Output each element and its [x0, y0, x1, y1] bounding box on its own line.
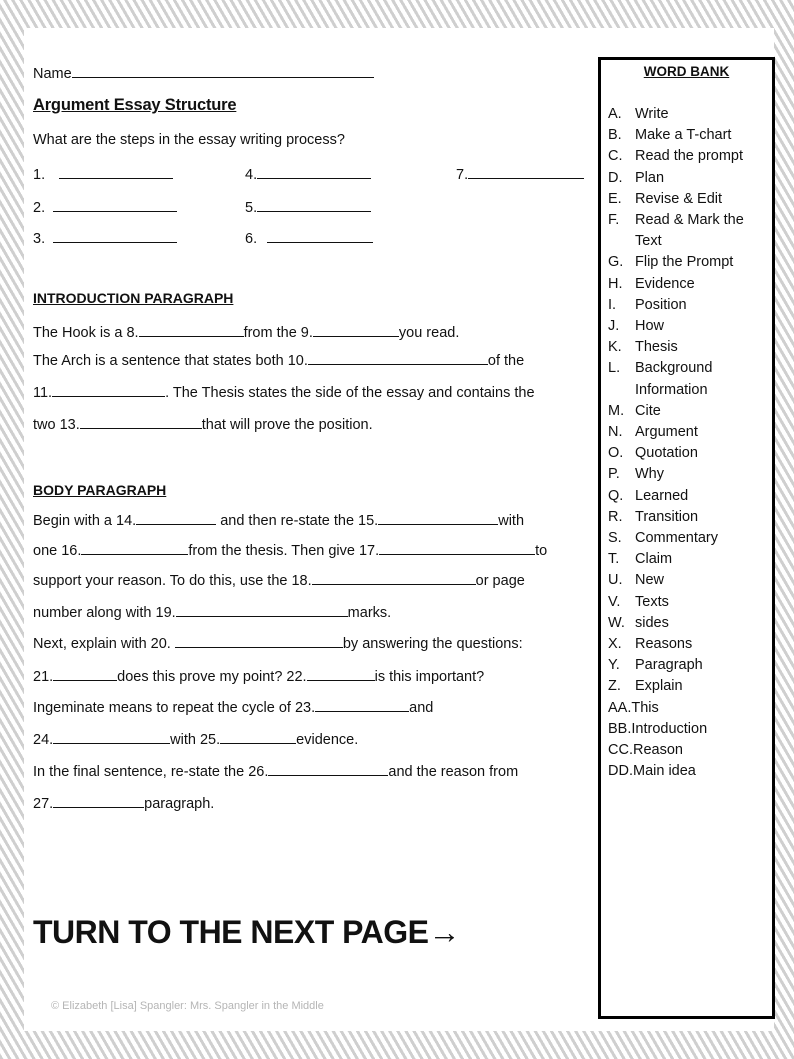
blank-23[interactable] — [315, 697, 409, 712]
name-line — [33, 63, 374, 82]
word-bank-word: Main idea — [632, 763, 696, 780]
word-bank-word: Plan — [635, 169, 665, 186]
word-bank-letter: K. — [608, 339, 622, 356]
word-bank-word: Evidence — [635, 275, 695, 292]
word-bank-word: Quotation — [635, 445, 698, 462]
step-blank[interactable] — [267, 228, 373, 243]
word-bank-word: Read & Mark the Text — [635, 212, 744, 250]
step-item: 4. — [245, 164, 371, 183]
intro-line-1: The Hook is a 8. from the 9. you read. — [33, 322, 459, 341]
word-bank-letter: S. — [608, 530, 622, 547]
body-line-2: one 16. from the thesis. Then give 17. to — [33, 540, 547, 559]
body-line-9: In the final sentence, re-state the 26. and the reason from — [33, 761, 518, 780]
word-bank-item — [608, 401, 773, 422]
word-bank-letter: I. — [608, 296, 617, 313]
word-bank-word: Paragraph — [635, 657, 703, 674]
word-bank-letter: N. — [608, 424, 623, 441]
word-bank-letter: T. — [608, 551, 620, 568]
word-bank-word: Introduction — [631, 720, 708, 737]
word-bank-word: Learned — [635, 487, 689, 504]
word-bank-word: sides — [635, 614, 669, 631]
word-bank-title: WORD BANK — [643, 64, 730, 79]
body-line-5: Next, explain with 20. by answering the questions: — [33, 633, 523, 652]
word-bank-word: Argument — [635, 424, 698, 441]
word-bank-letter: DD. — [608, 763, 633, 780]
word-bank-item — [608, 358, 773, 400]
blank-16[interactable] — [81, 540, 188, 555]
word-bank-word: This — [631, 699, 659, 716]
word-bank-item — [608, 740, 773, 761]
word-bank-word: Explain — [635, 678, 683, 695]
body-line-7: Ingeminate means to repeat the cycle of 23. and — [33, 697, 433, 716]
word-bank-word: Reasons — [635, 636, 693, 653]
step-blank[interactable] — [468, 164, 584, 179]
step-blank[interactable] — [53, 228, 177, 243]
intro-line-3: 11. . The Thesis states the side of the essay and contains the — [33, 382, 535, 401]
step-blank[interactable] — [257, 164, 371, 179]
body-line-1: Begin with a 14. and then re-state the 15. with — [33, 510, 524, 529]
worksheet-title: Argument Essay Structure — [33, 96, 237, 114]
blank-24[interactable] — [53, 729, 170, 744]
word-bank-letter: CC. — [608, 742, 633, 759]
word-bank-word: Why — [635, 466, 664, 483]
word-bank-item — [608, 146, 773, 167]
blank-25[interactable] — [220, 729, 296, 744]
word-bank-letter: V. — [608, 593, 621, 610]
step-blank[interactable] — [53, 197, 177, 212]
word-bank-item — [608, 274, 773, 295]
word-bank-item — [608, 613, 773, 634]
word-bank-item — [608, 549, 773, 570]
word-bank-letter: Y. — [608, 657, 620, 674]
intro-line-2: The Arch is a sentence that states both 10. of the — [33, 350, 524, 369]
word-bank-letter: W. — [608, 614, 625, 631]
word-bank-letter: AA. — [608, 699, 632, 716]
step-item: 7. — [456, 164, 584, 183]
word-bank-item — [608, 316, 773, 337]
word-bank-letter: M. — [608, 402, 625, 419]
word-bank-letter: G. — [608, 254, 624, 271]
word-bank-item — [608, 295, 773, 316]
step-blank[interactable] — [59, 164, 173, 179]
word-bank-word: Cite — [635, 402, 661, 419]
blank-9[interactable] — [313, 322, 399, 337]
word-bank-letter: D. — [608, 169, 623, 186]
word-bank-item — [608, 125, 773, 146]
word-bank-item — [608, 422, 773, 443]
body-line-4: number along with 19. marks. — [33, 602, 391, 621]
blank-11[interactable] — [52, 382, 165, 397]
right-arrow-icon: → — [428, 914, 460, 950]
word-bank-list — [608, 104, 773, 783]
word-bank-letter: A. — [608, 106, 622, 122]
word-bank-word: Reason — [632, 742, 683, 759]
word-bank-word: Texts — [635, 593, 669, 610]
word-bank-item — [608, 634, 773, 655]
step-item: 3. — [33, 228, 177, 247]
word-bank-word: Flip the Prompt — [635, 254, 734, 271]
name-label: Name — [33, 66, 72, 82]
word-bank-item — [608, 676, 773, 697]
word-bank-word: New — [635, 572, 665, 589]
word-bank-item — [608, 486, 773, 507]
blank-22[interactable] — [307, 666, 375, 681]
word-bank-item — [608, 210, 773, 252]
word-bank-item — [608, 464, 773, 485]
blank-17[interactable] — [379, 540, 535, 555]
blank-8[interactable] — [139, 322, 244, 337]
body-line-3: support your reason. To do this, use the 18. or page — [33, 570, 525, 589]
step-item: 5. — [245, 197, 371, 216]
blank-14[interactable] — [136, 510, 216, 525]
word-bank-letter: U. — [608, 572, 623, 589]
word-bank-word: Read the prompt — [635, 148, 744, 165]
step-item: 6. — [245, 228, 373, 247]
body-line-10: 27. paragraph. — [33, 793, 214, 812]
copyright-footer: © Elizabeth [Lisa] Spangler: Mrs. Spangler in the Middle — [51, 1000, 324, 1012]
steps-question: What are the steps in the essay writing process? — [33, 132, 345, 148]
word-bank-item — [608, 337, 773, 358]
word-bank-word: How — [635, 318, 665, 335]
word-bank-word: Write — [635, 106, 669, 122]
word-bank-letter: H. — [608, 275, 623, 292]
word-bank-letter: E. — [608, 190, 622, 207]
word-bank-item — [608, 698, 773, 719]
word-bank-letter: Z. — [608, 678, 621, 695]
word-bank-word: Position — [635, 296, 687, 313]
turn-page-instruction: TURN TO THE NEXT PAGE→ — [33, 914, 460, 950]
word-bank-item — [608, 592, 773, 613]
word-bank-item — [608, 761, 773, 782]
step-item: 1. — [33, 164, 173, 183]
blank-10[interactable] — [308, 350, 488, 365]
word-bank-item — [608, 168, 773, 189]
word-bank-letter: B. — [608, 127, 622, 144]
blank-15[interactable] — [378, 510, 498, 525]
word-bank-word: Background Information — [635, 360, 713, 398]
word-bank-item — [608, 528, 773, 549]
word-bank-letter: L. — [608, 360, 621, 377]
blank-18[interactable] — [312, 570, 476, 585]
word-bank-letter: P. — [608, 466, 620, 483]
blank-13[interactable] — [80, 414, 202, 429]
body-line-8: 24. with 25. evidence. — [33, 729, 358, 748]
word-bank-word: Revise & Edit — [635, 190, 723, 207]
word-bank-letter: O. — [608, 445, 624, 462]
word-bank-item — [608, 507, 773, 528]
word-bank-letter: Q. — [608, 487, 624, 504]
word-bank-word: Thesis — [635, 339, 678, 356]
word-bank-item — [608, 252, 773, 273]
word-bank-letter: J. — [608, 318, 620, 335]
word-bank-word: Make a T-chart — [635, 127, 732, 144]
intro-line-4: two 13. that will prove the position. — [33, 414, 373, 433]
step-blank[interactable] — [257, 197, 371, 212]
blank-26[interactable] — [268, 761, 388, 776]
word-bank-item — [608, 655, 773, 676]
word-bank-letter: X. — [608, 636, 622, 653]
blank-20[interactable] — [175, 633, 343, 648]
word-bank-box — [598, 57, 775, 1019]
word-bank-item — [608, 719, 773, 740]
word-bank-word: Commentary — [635, 530, 718, 547]
word-bank-item — [608, 189, 773, 210]
word-bank-item — [608, 570, 773, 591]
body-line-6: 21. does this prove my point? 22. is this important? — [33, 666, 484, 685]
word-bank-letter: F. — [608, 212, 620, 229]
name-blank[interactable] — [72, 63, 374, 78]
step-item: 2. — [33, 197, 177, 216]
word-bank-letter: R. — [608, 508, 623, 525]
body-heading: BODY PARAGRAPH — [33, 482, 167, 498]
word-bank-letter: C. — [608, 148, 623, 165]
intro-heading: INTRODUCTION PARAGRAPH — [33, 290, 234, 306]
word-bank-item — [608, 104, 773, 125]
blank-19[interactable] — [176, 602, 348, 617]
blank-21[interactable] — [53, 666, 117, 681]
blank-27[interactable] — [53, 793, 144, 808]
word-bank-letter: BB. — [608, 720, 632, 737]
word-bank-item — [608, 443, 773, 464]
word-bank-word: Transition — [635, 508, 699, 525]
word-bank-word: Claim — [635, 551, 673, 568]
